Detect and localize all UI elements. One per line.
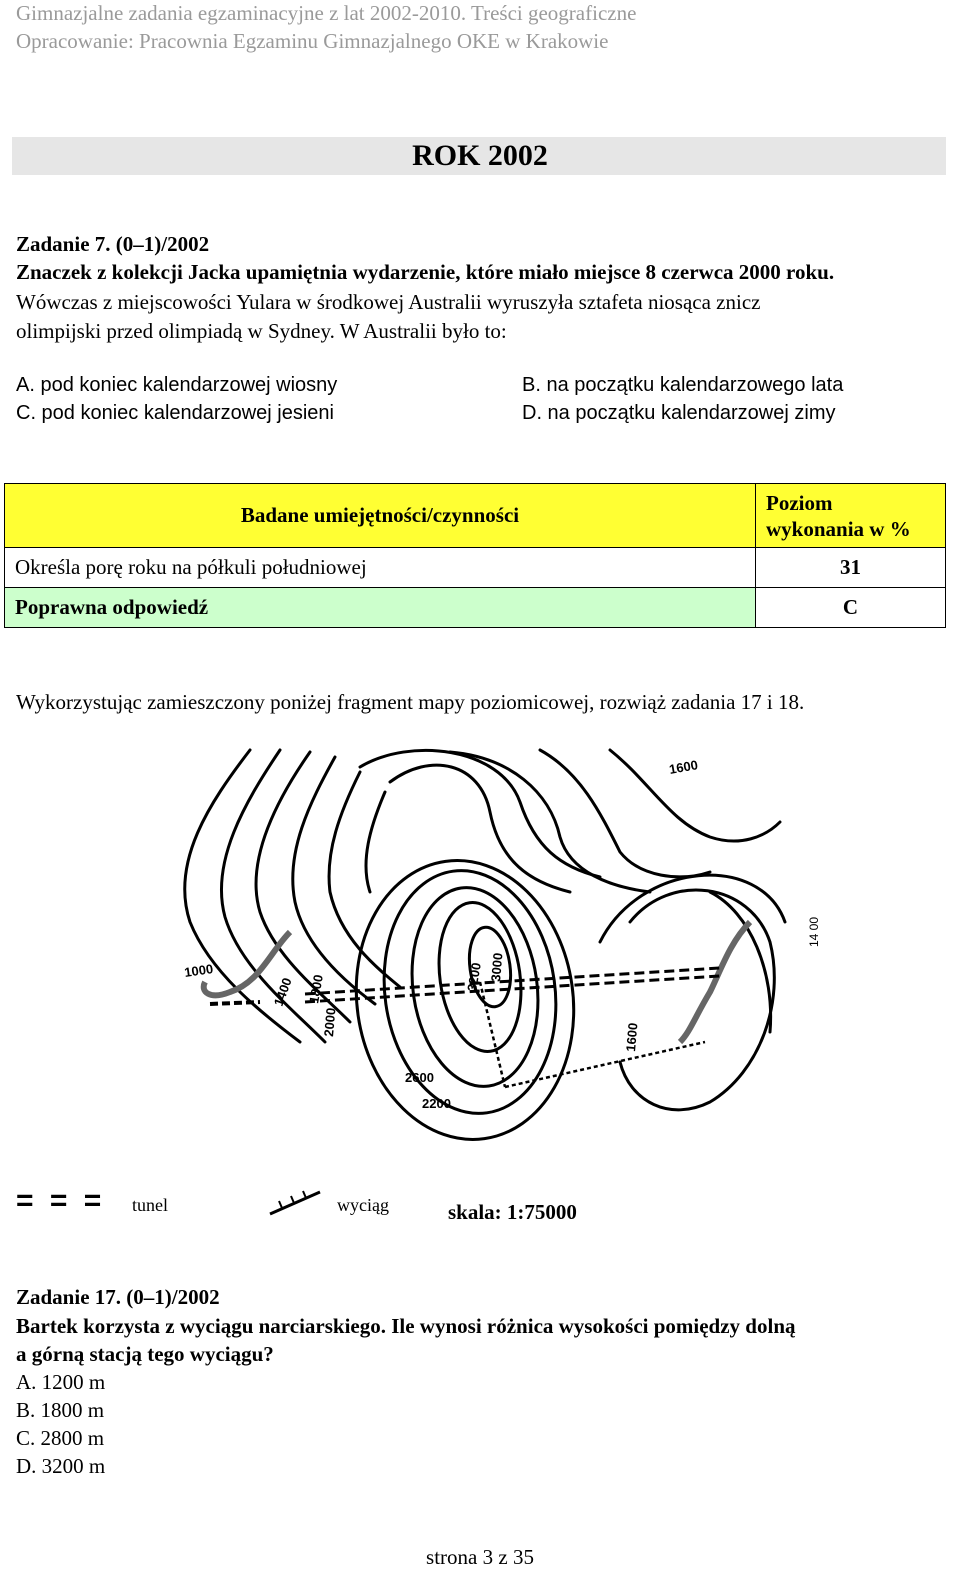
table-row1-label: Określa porę roku na półkuli południowej [5,548,756,588]
tunnel-line [210,1002,260,1004]
contour-label-1400-right: 14 00 [807,916,821,947]
task7-option-c: C. pod koniec kalendarzowej jesieni [16,402,334,424]
page-number: strona 3 z 35 [426,1545,534,1569]
contour-label-1600-bottom: 1600 [623,1022,641,1053]
table-row1-value: 31 [756,548,946,588]
legend-tunnel-label: tunel [132,1195,168,1215]
lift-legend-icon [268,1188,324,1218]
task7-text-1: Znaczek z kolekcji Jacka upamiętnia wydarzenie, które miało miejsce 8 czerwca 2000 roku. [16,260,835,284]
task17-title: Zadanie 17. (0–1)/2002 [16,1285,220,1309]
contour-label-2000: 2000 [321,1007,339,1038]
table-header-level-line1: Poziom [766,490,833,515]
contour-label-2600: 2600 [405,1070,434,1085]
contour-label-1600-top: 1600 [667,757,700,777]
header-line-2: Opracowanie: Pracownia Egzaminu Gimnazjalnego OKE w Krakowie [16,29,609,53]
contour-label-3200: 3200 [464,961,484,993]
result-table [4,483,946,628]
task17-option-b: B. 1800 m [16,1398,105,1422]
task7-text-2: Wówczas z miejscowości Yulara w środkowej Australii wyruszyła sztafeta niosąca znicz [16,290,761,314]
contour-label-1800: 1800 [306,973,326,1005]
task17-option-c: C. 2800 m [16,1426,105,1450]
table-header-level-line2: wykonania w % [766,516,911,541]
task17-question-2: a górną stacją tego wyciągu? [16,1342,274,1366]
contour-map [150,742,821,1172]
table-header-level [756,484,946,548]
header-line-1: Gimnazjalne zadania egzaminacyjne z lat 2002-2010. Treści geograficzne [16,1,637,25]
tunnel-symbol: = = = [16,1184,106,1217]
table-row2-label: Poprawna odpowiedź [5,588,756,628]
map-scale: skala: 1:75000 [448,1200,577,1224]
contour-label-1000: 1000 [183,961,215,980]
table-header-skill: Badane umiejętności/czynności [5,484,756,548]
task17-option-a: A. 1200 m [16,1370,106,1394]
task7-text-3: olimpijski przed olimpiadą w Sydney. W Australii było to: [16,319,507,343]
contour-label-3000: 3000 [488,952,506,983]
task7-option-d: D. na początku kalendarzowej zimy [522,402,836,424]
contour-label-1400: 1400 [270,975,295,1009]
map-intro: Wykorzystując zamieszczony poniżej fragment mapy poziomicowej, rozwiąż zadania 17 i 18. [16,690,805,714]
task17-question-1: Bartek korzysta z wyciągu narciarskiego. Ile wynosi różnica wysokości pomiędzy dolną [16,1314,796,1338]
contour-label-2200: 2200 [422,1096,451,1111]
legend-lift-label: wyciąg [337,1195,389,1215]
task7-option-a: A. pod koniec kalendarzowej wiosny [16,374,338,396]
table-row2-value: C [756,588,946,628]
task7-option-b: B. na początku kalendarzowego lata [522,374,844,396]
task7-title: Zadanie 7. (0–1)/2002 [16,232,210,256]
year-title: ROK 2002 [412,139,548,172]
task17-option-d: D. 3200 m [16,1454,106,1478]
